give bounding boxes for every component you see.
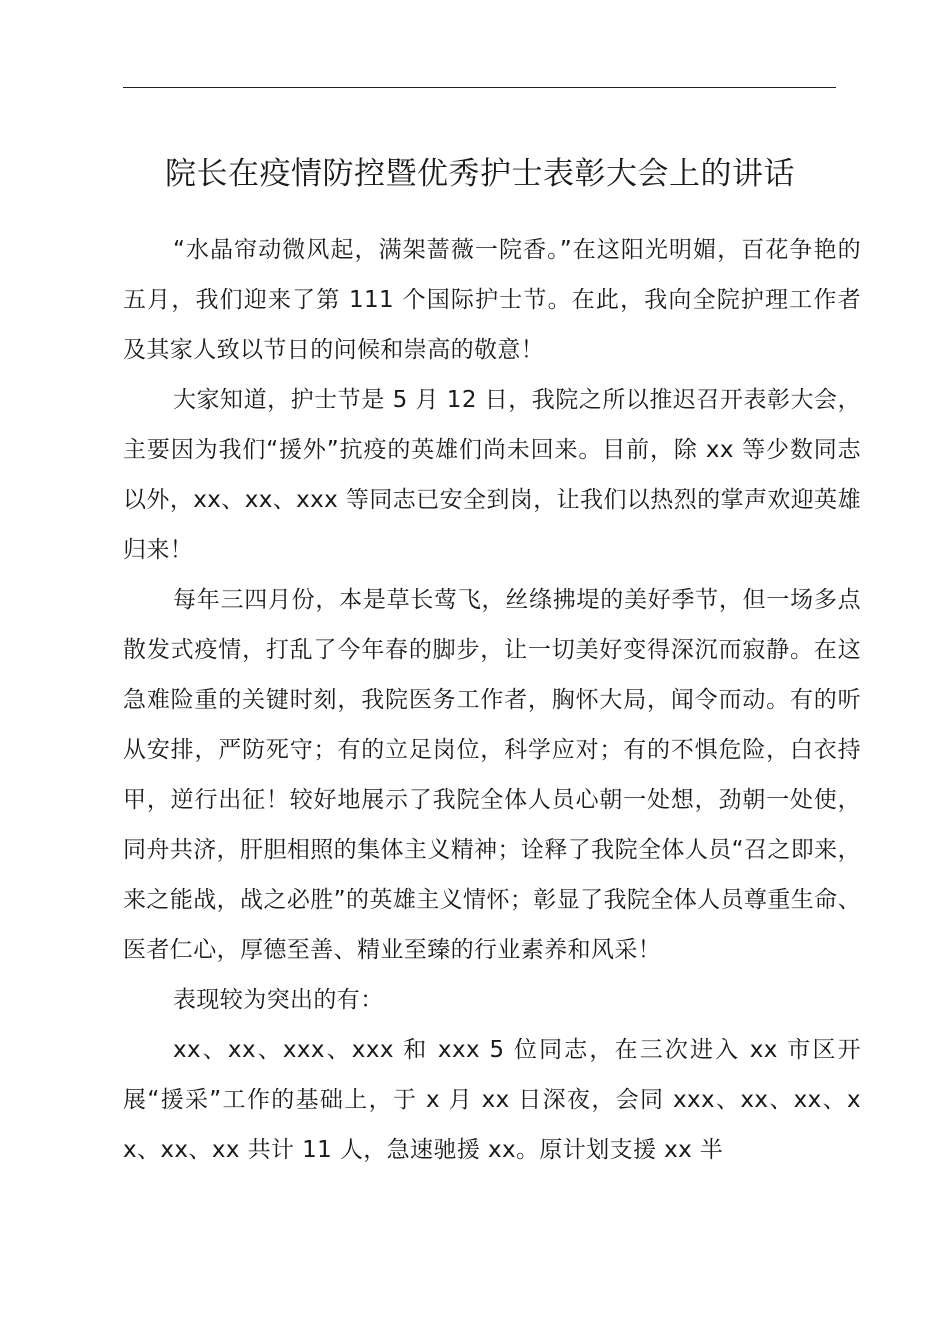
paragraph-background: 大家知道，护士节是 5 月 12 日，我院之所以推迟召开表彰大会，主要因为我们“援外”抗疫的英雄们尚未回来。目前，除 xx 等少数同志以外，xx、xx、xxx 等同志已安全到岗，让我们以热烈的掌声欢迎英雄归来！ — [123, 387, 861, 563]
paragraph-outstanding-detail: xx、xx、xxx、xxx 和 xxx 5 位同志，在三次进入 xx 市区开展“援采”工作的基础上，于 x 月 xx 日深夜，会同 xxx、xx、xx、xx、xx、xx 共计 11 人，急速驰援 xx。原计划支援 xx 半 — [123, 1037, 861, 1163]
document-title: 院长在疫情防控暨优秀护士表彰大会上的讲话 — [165, 156, 795, 192]
paragraph-spirit: 每年三四月份，本是草长莺飞，丝绦拂堤的美好季节，但一场多点散发式疫情，打乱了今年春的脚步，让一切美好变得深沉而寂静。在这急难险重的关键时刻，我院医务工作者，胸怀大局，闻令而动。有的听从安排，严防死守；有的立足岗位，科学应对；有的不惧危险，白衣持甲，逆行出征！较好地展示了我院全体人员心朝一处想，劲朝一处使，同舟共济，肝胆相照的集体主义精神；诠释了我院全体人员“召之即来，来之能战，战之必胜”的英雄主义情怀；彰显了我院全体人员尊重生命、医者仁心，厚德至善、精业至臻的行业素养和风采！ — [123, 587, 861, 963]
document-body — [123, 225, 861, 1175]
header-rule — [123, 87, 836, 88]
paragraph-greeting: “水晶帘动微风起，满架蔷薇一院香。”在这阳光明媚，百花争艳的五月，我们迎来了第 111 个国际护士节。在此，我向全院护理工作者及其家人致以节日的问候和崇高的敬意！ — [123, 237, 861, 363]
paragraph-outstanding-intro: 表现较为突出的有： — [173, 987, 384, 1013]
